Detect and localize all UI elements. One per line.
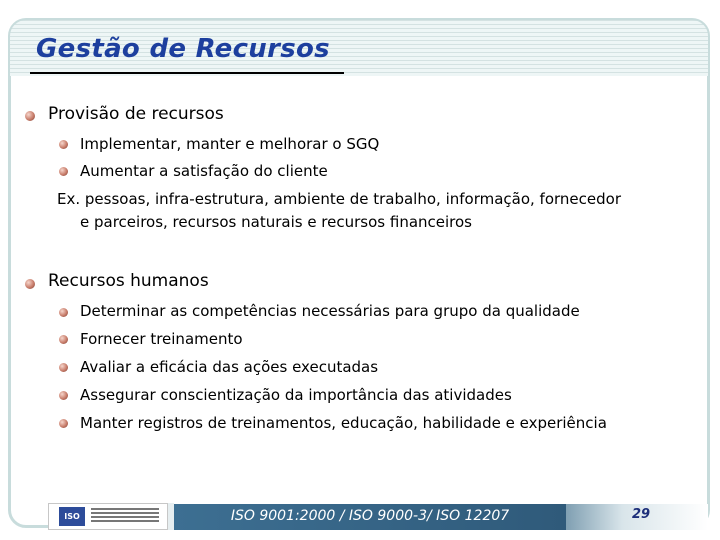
list-item: Determinar as competências necessárias para grupo da qualidade bbox=[80, 302, 580, 320]
section-heading-provisao: Provisão de recursos bbox=[48, 104, 224, 124]
section-heading-recursos-humanos: Recursos humanos bbox=[48, 271, 209, 291]
bullet-icon bbox=[25, 279, 35, 289]
page-number: 29 bbox=[632, 507, 651, 522]
list-item: Manter registros de treinamentos, educação, habilidade e experiência bbox=[80, 414, 607, 432]
bullet-icon bbox=[59, 391, 68, 400]
list-item: Avaliar a eficácia das ações executadas bbox=[80, 358, 379, 376]
bullet-icon bbox=[59, 140, 68, 149]
iso-badge-icon: ISO bbox=[59, 507, 85, 526]
list-item: Fornecer treinamento bbox=[80, 330, 243, 348]
slide-footer bbox=[12, 503, 708, 531]
logo-text-lines bbox=[91, 508, 159, 526]
bullet-icon bbox=[59, 419, 68, 428]
slide-title: Gestão de Recursos bbox=[36, 34, 330, 64]
bullet-icon bbox=[59, 308, 68, 317]
footer-bar bbox=[174, 504, 566, 530]
example-text-line2: e parceiros, recursos naturais e recursos financeiros bbox=[80, 213, 472, 231]
bullet-icon bbox=[59, 167, 68, 176]
bullet-icon bbox=[25, 111, 35, 121]
footer-standard-text: ISO 9001:2000 / ISO 9000-3/ ISO 12207 bbox=[230, 508, 510, 524]
list-item: Aumentar a satisfação do cliente bbox=[80, 162, 328, 180]
bullet-icon bbox=[59, 335, 68, 344]
list-item: Assegurar conscientização da importância das atividades bbox=[80, 386, 512, 404]
title-underline bbox=[30, 72, 344, 74]
bullet-icon bbox=[59, 363, 68, 372]
iso-logo bbox=[48, 503, 168, 530]
list-item: Implementar, manter e melhorar o SGQ bbox=[80, 135, 380, 153]
example-text-line1: Ex. pessoas, infra-estrutura, ambiente de trabalho, informação, fornecedor bbox=[57, 190, 621, 208]
